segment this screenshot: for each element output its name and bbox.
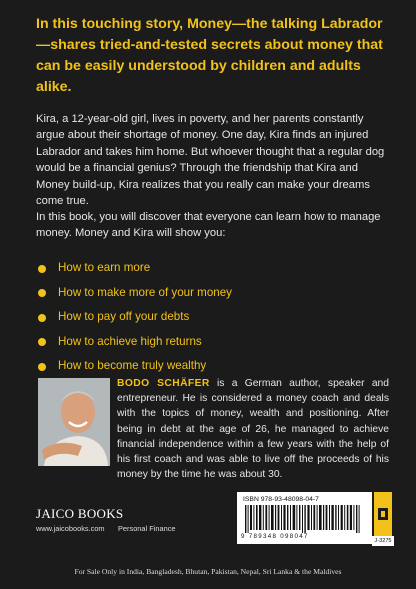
bullet-dot-icon <box>38 265 46 273</box>
bullet-item <box>38 354 388 379</box>
barcode-bars-icon <box>245 505 363 533</box>
author-bio <box>117 376 389 482</box>
author-portrait-icon <box>38 378 110 466</box>
book-code: J-3275 <box>372 536 394 546</box>
author-name: BODO SCHÄFER <box>117 378 210 389</box>
barcode-number: 9 789348 098047 <box>241 533 309 540</box>
headline: In this touching story, Money—the talking Labrador—shares tried-and-tested secrets about money that can be easily understood by children and adults alike. <box>36 16 383 95</box>
bullet-dot-icon <box>38 289 46 297</box>
bullet-text: How to pay off your debts <box>58 310 190 323</box>
barcode <box>237 492 372 544</box>
bullet-text: How to achieve high returns <box>58 334 202 348</box>
author-bio-text: is a German author, speaker and entrepreneur. He is considered a money coach and deals with the topics of money, wealth and positioning. After being in debt at the age of 26, he managed to achieve financial independence within a few years with the help of his first coach and was able to live off the proceeds of his money by the time he was about 30. <box>117 378 389 481</box>
bullet-list <box>38 256 388 379</box>
bullet-text: How to become truly wealthy <box>58 359 207 372</box>
intro-paragraph: In this book, you will discover that everyone can learn how to manage money. Money and Kira will show you: <box>36 211 381 240</box>
publisher-emblem-icon <box>374 492 392 536</box>
bullet-dot-icon <box>38 314 46 322</box>
bullet-text: How to make more of your money <box>58 285 232 299</box>
book-category: Personal Finance <box>118 524 176 533</box>
story-paragraph: Kira, a 12-year-old girl, lives in poverty, and her parents constantly argue about their shortage of money. One day, Kira finds an injured Labrador and takes him home. But whoever thought that a regular dog would be a financial genius? Through the friendship that Kira and Money build-up, Kira realizes that you really can make your dreams come true. <box>36 113 385 208</box>
bullet-item <box>38 305 388 330</box>
bullet-item <box>38 330 388 355</box>
bullet-dot-icon <box>38 363 46 371</box>
bullet-item <box>38 281 388 306</box>
author-photo <box>38 378 110 466</box>
sale-territory-note: For Sale Only in India, Bangladesh, Bhutan, Pakistan, Nepal, Sri Lanka & the Maldives <box>74 567 342 576</box>
bullet-text: How to earn more <box>58 261 151 274</box>
publisher-logo: JAICO BOOKS <box>36 506 124 521</box>
publisher-url: www.jaicobooks.com <box>36 524 105 533</box>
bullet-item <box>38 256 388 281</box>
bullet-dot-icon <box>38 338 46 346</box>
isbn-label: ISBN 978-93-48098-04-7 <box>243 496 319 503</box>
